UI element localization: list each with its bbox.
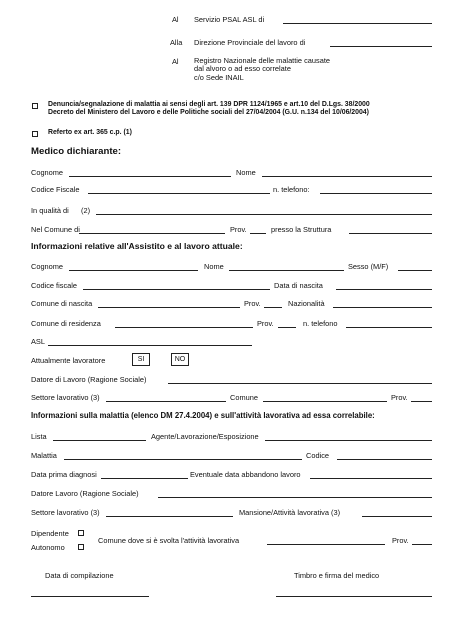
malattia-datore-field[interactable] (158, 497, 432, 498)
assistito-asl-label: ASL (31, 337, 45, 346)
footer-data-label: Data di compilazione (45, 571, 114, 580)
medico-nome-label: Nome (236, 168, 256, 177)
malattia-diagnosi-field[interactable] (101, 478, 188, 479)
lavoratore-si-box[interactable]: SI (132, 353, 150, 366)
assistito-nascita-field[interactable] (336, 289, 432, 290)
medico-prov-field[interactable] (250, 233, 266, 234)
malattia-malattia-field[interactable] (64, 459, 302, 460)
assistito-cognome-label: Cognome (31, 262, 64, 271)
assistito-datore-label: Datore di Lavoro (Ragione Sociale) (31, 375, 147, 384)
medico-qualita-label: In qualità di (31, 206, 69, 215)
malattia-settore-label: Settore lavorativo (3) (31, 508, 100, 517)
assistito-cf-label: Codice fiscale (31, 281, 78, 290)
malattia-lista-field[interactable] (53, 440, 146, 441)
assistito-telefono-label: n. telefono (303, 319, 338, 328)
addressee-dpl-field[interactable] (330, 46, 432, 47)
malattia-mansione-label: Mansione/Attività lavorativa (3) (239, 508, 341, 517)
assistito-datore-field[interactable] (168, 383, 432, 384)
addressee-registro-line-2: dal alvoro o ad esso correlate (194, 64, 291, 74)
malattia-agente-field[interactable] (265, 440, 432, 441)
lavoratore-no-box[interactable]: NO (171, 353, 189, 366)
malattia-diagnosi-label: Data prima diagnosi (31, 470, 97, 479)
assistito-comune-label: Comune (230, 393, 258, 402)
medico-telefono-field[interactable] (320, 193, 432, 194)
assistito-section-title: Informazioni relative all'Assistito e al lavoro attuale: (31, 241, 243, 251)
addressee-registro-line-1: Registro Nazionale delle malattie causate (194, 56, 330, 65)
malattia-dipendente-label: Dipendente (31, 529, 69, 538)
malattia-settore-field[interactable] (106, 516, 233, 517)
assistito-sesso-field[interactable] (398, 270, 432, 271)
medico-telefono-label: n. telefono: (273, 185, 310, 194)
malattia-datore-label: Datore Lavoro (Ragione Sociale) (31, 489, 139, 498)
assistito-nome-label: Nome (204, 262, 224, 271)
assistito-comune-nascita-label: Comune di nascita (31, 299, 93, 308)
medico-struttura-field[interactable] (349, 233, 432, 234)
assistito-prov-nascita-field[interactable] (264, 307, 282, 308)
autonomo-checkbox[interactable] (78, 544, 84, 550)
assistito-sesso-label: Sesso (M/F) (348, 262, 389, 271)
medico-qualita-field[interactable] (96, 214, 432, 215)
medico-cf-field[interactable] (88, 193, 270, 194)
medico-qualita-note: (2) (81, 206, 91, 215)
addressee-prefix-2: Alla (170, 38, 183, 47)
malattia-malattia-label: Malattia (31, 451, 57, 460)
addressee-psal-label: Servizio PSAL ASL di (194, 15, 265, 24)
medico-section-title: Medico dichiarante: (31, 146, 122, 157)
assistito-asl-field[interactable] (48, 345, 252, 346)
assistito-prov-residenza-field[interactable] (278, 327, 296, 328)
footer-timbro-label: Timbro e firma del medico (294, 571, 380, 580)
referto-text: Referto ex art. 365 c.p. (1) (48, 129, 132, 136)
assistito-nazionalita-label: Nazionalità (288, 299, 325, 308)
medico-cognome-label: Cognome (31, 168, 64, 177)
medico-nome-field[interactable] (262, 176, 432, 177)
denuncia-line-2: Decreto del Ministero del Lavoro e delle Politiche sociali del 27/04/2004 (G.U. n.134 del 10/06/2004) (48, 109, 369, 117)
addressee-registro (194, 57, 330, 82)
malattia-agente-label: Agente/Lavorazione/Esposizione (151, 432, 259, 441)
assistito-prov-residenza-label: Prov. (257, 319, 274, 328)
addressee-prefix-1: Al (172, 15, 179, 24)
malattia-prov-label: Prov. (392, 536, 409, 545)
assistito-nascita-label: Data di nascita (274, 281, 323, 290)
assistito-residenza-field[interactable] (115, 327, 253, 328)
assistito-prov-field[interactable] (411, 401, 432, 402)
malattia-mansione-field[interactable] (362, 516, 432, 517)
assistito-prov-nascita-label: Prov. (244, 299, 261, 308)
malattia-codice-label: Codice (306, 451, 330, 460)
assistito-lavoratore-label: Attualmente lavoratore (31, 356, 106, 365)
medico-prov-label: Prov. (230, 225, 247, 234)
addressee-registro-line-3: c/o Sede INAIL (194, 72, 244, 82)
assistito-settore-field[interactable] (106, 401, 226, 402)
malattia-section-title: Informazioni sulla malattia (elenco DM 27.4.2004) e sull'attività lavorativa ad essa correlabile: (31, 411, 375, 420)
malattia-autonomo-label: Autonomo (31, 543, 65, 552)
assistito-telefono-field[interactable] (346, 327, 432, 328)
referto-checkbox[interactable] (32, 131, 38, 137)
medico-cognome-field[interactable] (69, 176, 231, 177)
denuncia-checkbox[interactable] (32, 103, 38, 109)
malattia-codice-field[interactable] (337, 459, 432, 460)
malattia-comune-attivita-field[interactable] (267, 544, 385, 545)
dipendente-checkbox[interactable] (78, 530, 84, 536)
assistito-nazionalita-field[interactable] (333, 307, 432, 308)
malattia-prov-field[interactable] (412, 544, 432, 545)
addressee-prefix-3: Al (172, 57, 179, 66)
malattia-abbandono-label: Eventuale data abbandono lavoro (190, 470, 301, 479)
medico-struttura-label: presso la Struttura (271, 225, 332, 234)
assistito-prov-label: Prov. (391, 393, 408, 402)
addressee-dpl-label: Direzione Provinciale del lavoro di (194, 38, 306, 47)
footer-data-field[interactable] (31, 596, 149, 597)
medico-cf-label: Codice Fiscale (31, 185, 80, 194)
medico-comune-label: Nel Comune di (31, 225, 80, 234)
denuncia-text (48, 101, 370, 117)
assistito-comune-nascita-field[interactable] (98, 307, 240, 308)
denuncia-line-1: Denuncia/segnalazione di malattia ai sensi degli art. 139 DPR 1124/1965 e art.10 del D.Lgs. 38/2000 (48, 101, 370, 108)
assistito-nome-field[interactable] (229, 270, 344, 271)
footer-firma-field[interactable] (276, 596, 432, 597)
assistito-comune-field[interactable] (263, 401, 387, 402)
addressee-psal-field[interactable] (283, 23, 432, 24)
assistito-settore-label: Settore lavorativo (3) (31, 393, 100, 402)
assistito-residenza-label: Comune di residenza (31, 319, 101, 328)
assistito-cf-field[interactable] (83, 289, 270, 290)
assistito-cognome-field[interactable] (69, 270, 198, 271)
malattia-lista-label: Lista (31, 432, 47, 441)
medico-comune-field[interactable] (79, 233, 225, 234)
malattia-comune-attivita-label: Comune dove si è svolta l'attività lavorativa (98, 536, 240, 545)
malattia-abbandono-field[interactable] (310, 478, 432, 479)
